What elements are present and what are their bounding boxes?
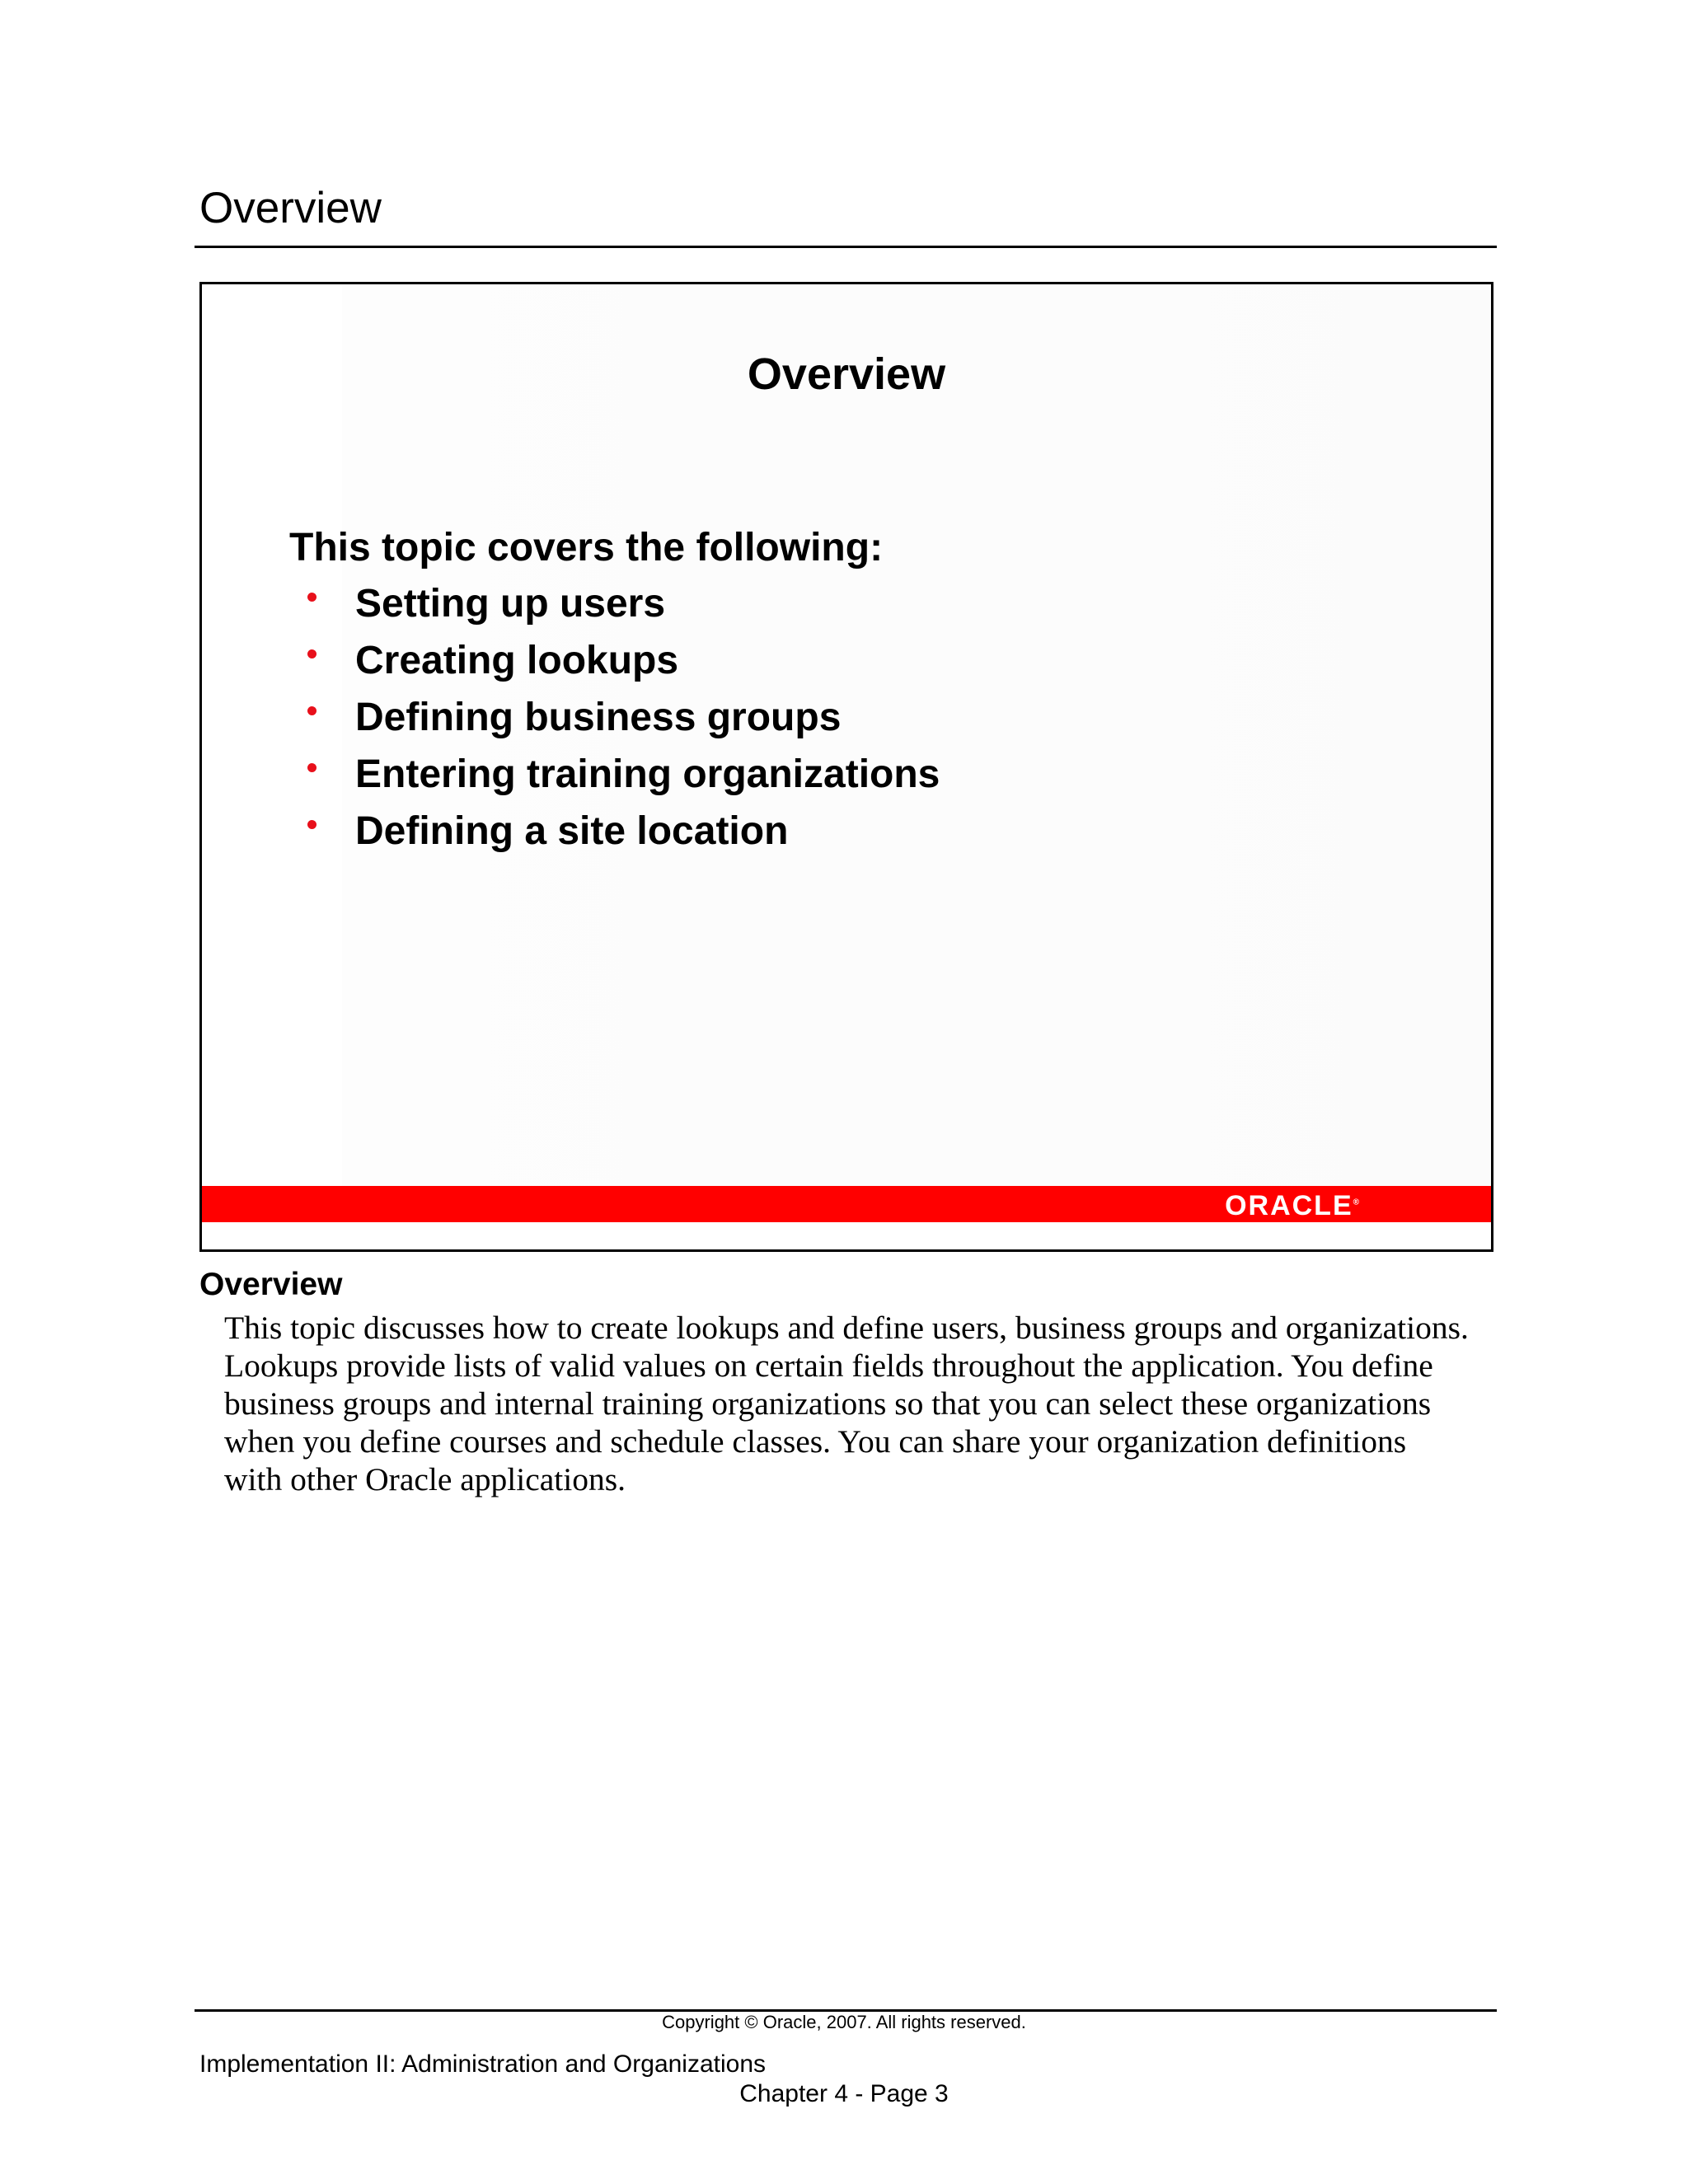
list-item (289, 808, 940, 865)
bullet-icon (307, 649, 316, 658)
list-item (289, 581, 940, 638)
list-item (289, 695, 940, 752)
bullet-icon (307, 706, 316, 715)
notes-line: Lookups provide lists of valid values on certain fields throughout the application. You define (224, 1347, 1433, 1384)
notes-body (224, 1309, 1518, 1498)
list-item-label: Defining business groups (355, 696, 842, 739)
slide-intro: This topic covers the following: (289, 526, 884, 569)
oracle-logo: ORACLE® (1225, 1190, 1359, 1221)
notes-line: business groups and internal training organizations so that you can select these organizations (224, 1385, 1432, 1422)
heading-divider (195, 246, 1497, 248)
bullet-icon (307, 820, 316, 829)
slide-title: Overview (747, 349, 946, 399)
list-item-label: Creating lookups (355, 639, 679, 682)
page-number: Chapter 4 - Page 3 (739, 2080, 949, 2107)
list-item-label: Entering training organizations (355, 752, 940, 796)
bullet-icon (307, 593, 316, 602)
bullet-icon (307, 763, 316, 772)
notes-line: This topic discusses how to create lookups and define users, business groups and organizations. (224, 1310, 1469, 1346)
copyright-notice: Copyright © Oracle, 2007. All rights reserved. (662, 2012, 1026, 2032)
list-item (289, 752, 940, 808)
list-item-label: Setting up users (355, 582, 666, 626)
list-item (289, 638, 940, 695)
notes-heading: Overview (199, 1267, 343, 1302)
list-item-label: Defining a site location (355, 809, 789, 853)
notes-line: when you define courses and schedule classes. You can share your organization definitions (224, 1423, 1407, 1460)
notes-line: with other Oracle applications. (224, 1461, 626, 1497)
course-title: Implementation II: Administration and Organizations (199, 2050, 767, 2078)
slide-image (199, 282, 1493, 1252)
page-heading: Overview (199, 184, 382, 232)
slide-topic-list (289, 581, 940, 865)
